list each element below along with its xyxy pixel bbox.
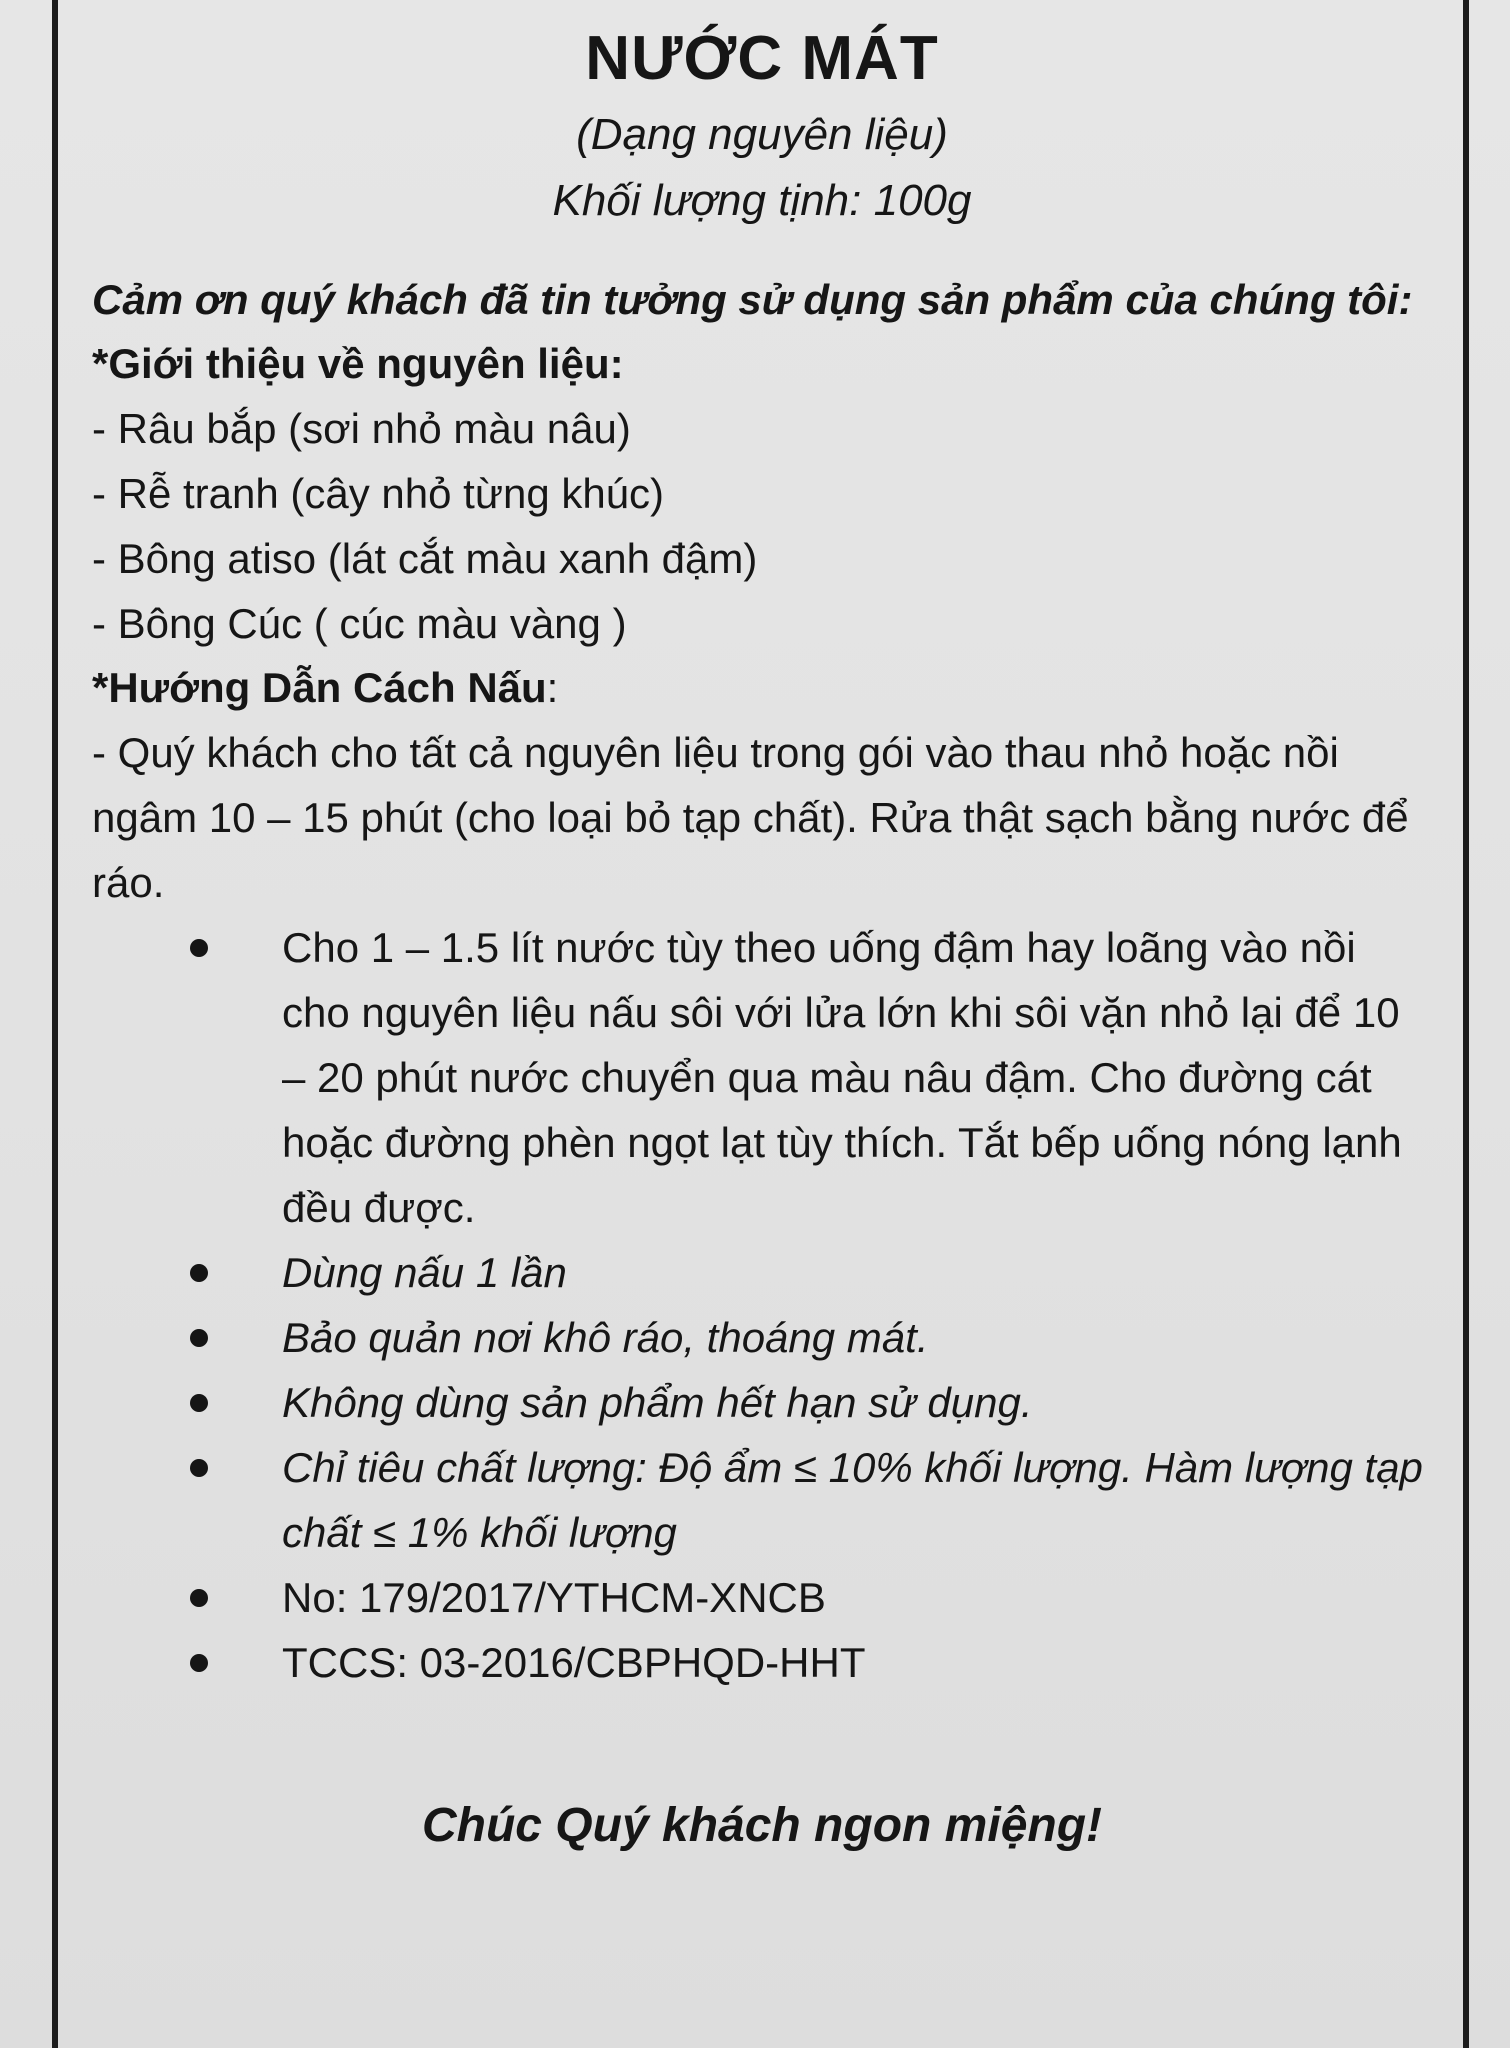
ingredients-heading: *Giới thiệu về nguyên liệu: — [92, 340, 624, 387]
list-item-text: No: 179/2017/YTHCM-XNCB — [282, 1574, 826, 1621]
list-item-text: Cho 1 – 1.5 lít nước tùy theo uống đậm hay loãng vào nồi cho nguyên liệu nấu sôi với lửa lớn khi sôi vặn nhỏ lại để 10 – 20 phút nước chuyển qua màu nâu đậm. Cho đường cát hoặc đường phèn ngọt lạt tùy thích. Tắt bếp uống nóng lạnh đều được. — [282, 924, 1402, 1231]
instructions-intro: - Quý khách cho tất cả nguyên liệu trong gói vào thau nhỏ hoặc nồi ngâm 10 – 15 phút (cho loại bỏ tạp chất). Rửa thật sạch bằng nước để ráo. — [92, 729, 1409, 906]
bullet-icon — [190, 1654, 208, 1672]
product-title: NƯỚC MÁT — [585, 24, 939, 93]
list-item — [92, 1435, 1432, 1565]
instructions-heading-colon: : — [546, 664, 559, 711]
instructions-list — [92, 915, 1432, 1695]
list-item — [92, 1240, 1432, 1305]
bullet-icon — [190, 1589, 208, 1607]
bullet-icon — [190, 939, 208, 957]
bullet-icon — [190, 1394, 208, 1412]
ingredient-item: - Bông atiso (lát cắt màu xanh đậm) — [92, 535, 758, 582]
list-item — [92, 1630, 1432, 1695]
thanks-message: Cảm ơn quý khách đã tin tưởng sử dụng sản phẩm của chúng tôi: — [92, 276, 1413, 323]
bullet-icon — [190, 1264, 208, 1282]
bullet-icon — [190, 1459, 208, 1477]
closing-message: Chúc Quý khách ngon miệng! — [421, 1799, 1103, 1852]
list-item — [92, 1370, 1432, 1435]
ingredient-item: - Rễ tranh (cây nhỏ từng khúc) — [92, 470, 665, 517]
label-content — [92, 16, 1432, 1861]
list-item-text: Chỉ tiêu chất lượng: Độ ẩm ≤ 10% khối lượng. Hàm lượng tạp chất ≤ 1% khối lượng — [282, 1444, 1423, 1556]
net-weight: Khối lượng tịnh: 100g — [552, 176, 972, 225]
ingredient-item: - Bông Cúc ( cúc màu vàng ) — [92, 600, 627, 647]
product-subtitle: (Dạng nguyên liệu) — [576, 110, 948, 159]
bullet-icon — [190, 1329, 208, 1347]
label-border-right — [1463, 0, 1469, 2048]
ingredient-item: - Râu bắp (sơi nhỏ màu nâu) — [92, 405, 631, 452]
list-item — [92, 915, 1432, 1240]
list-item-text: Bảo quản nơi khô ráo, thoáng mát. — [282, 1314, 929, 1361]
list-item-text: Không dùng sản phẩm hết hạn sử dụng. — [282, 1379, 1033, 1426]
list-item-text: TCCS: 03-2016/CBPHQD-HHT — [282, 1639, 866, 1686]
label-border-left — [52, 0, 58, 2048]
list-item — [92, 1565, 1432, 1630]
instructions-heading-text: *Hướng Dẫn Cách Nấu — [92, 664, 547, 711]
instructions-heading — [92, 656, 1432, 720]
list-item-text: Dùng nấu 1 lần — [282, 1249, 567, 1296]
list-item — [92, 1305, 1432, 1370]
